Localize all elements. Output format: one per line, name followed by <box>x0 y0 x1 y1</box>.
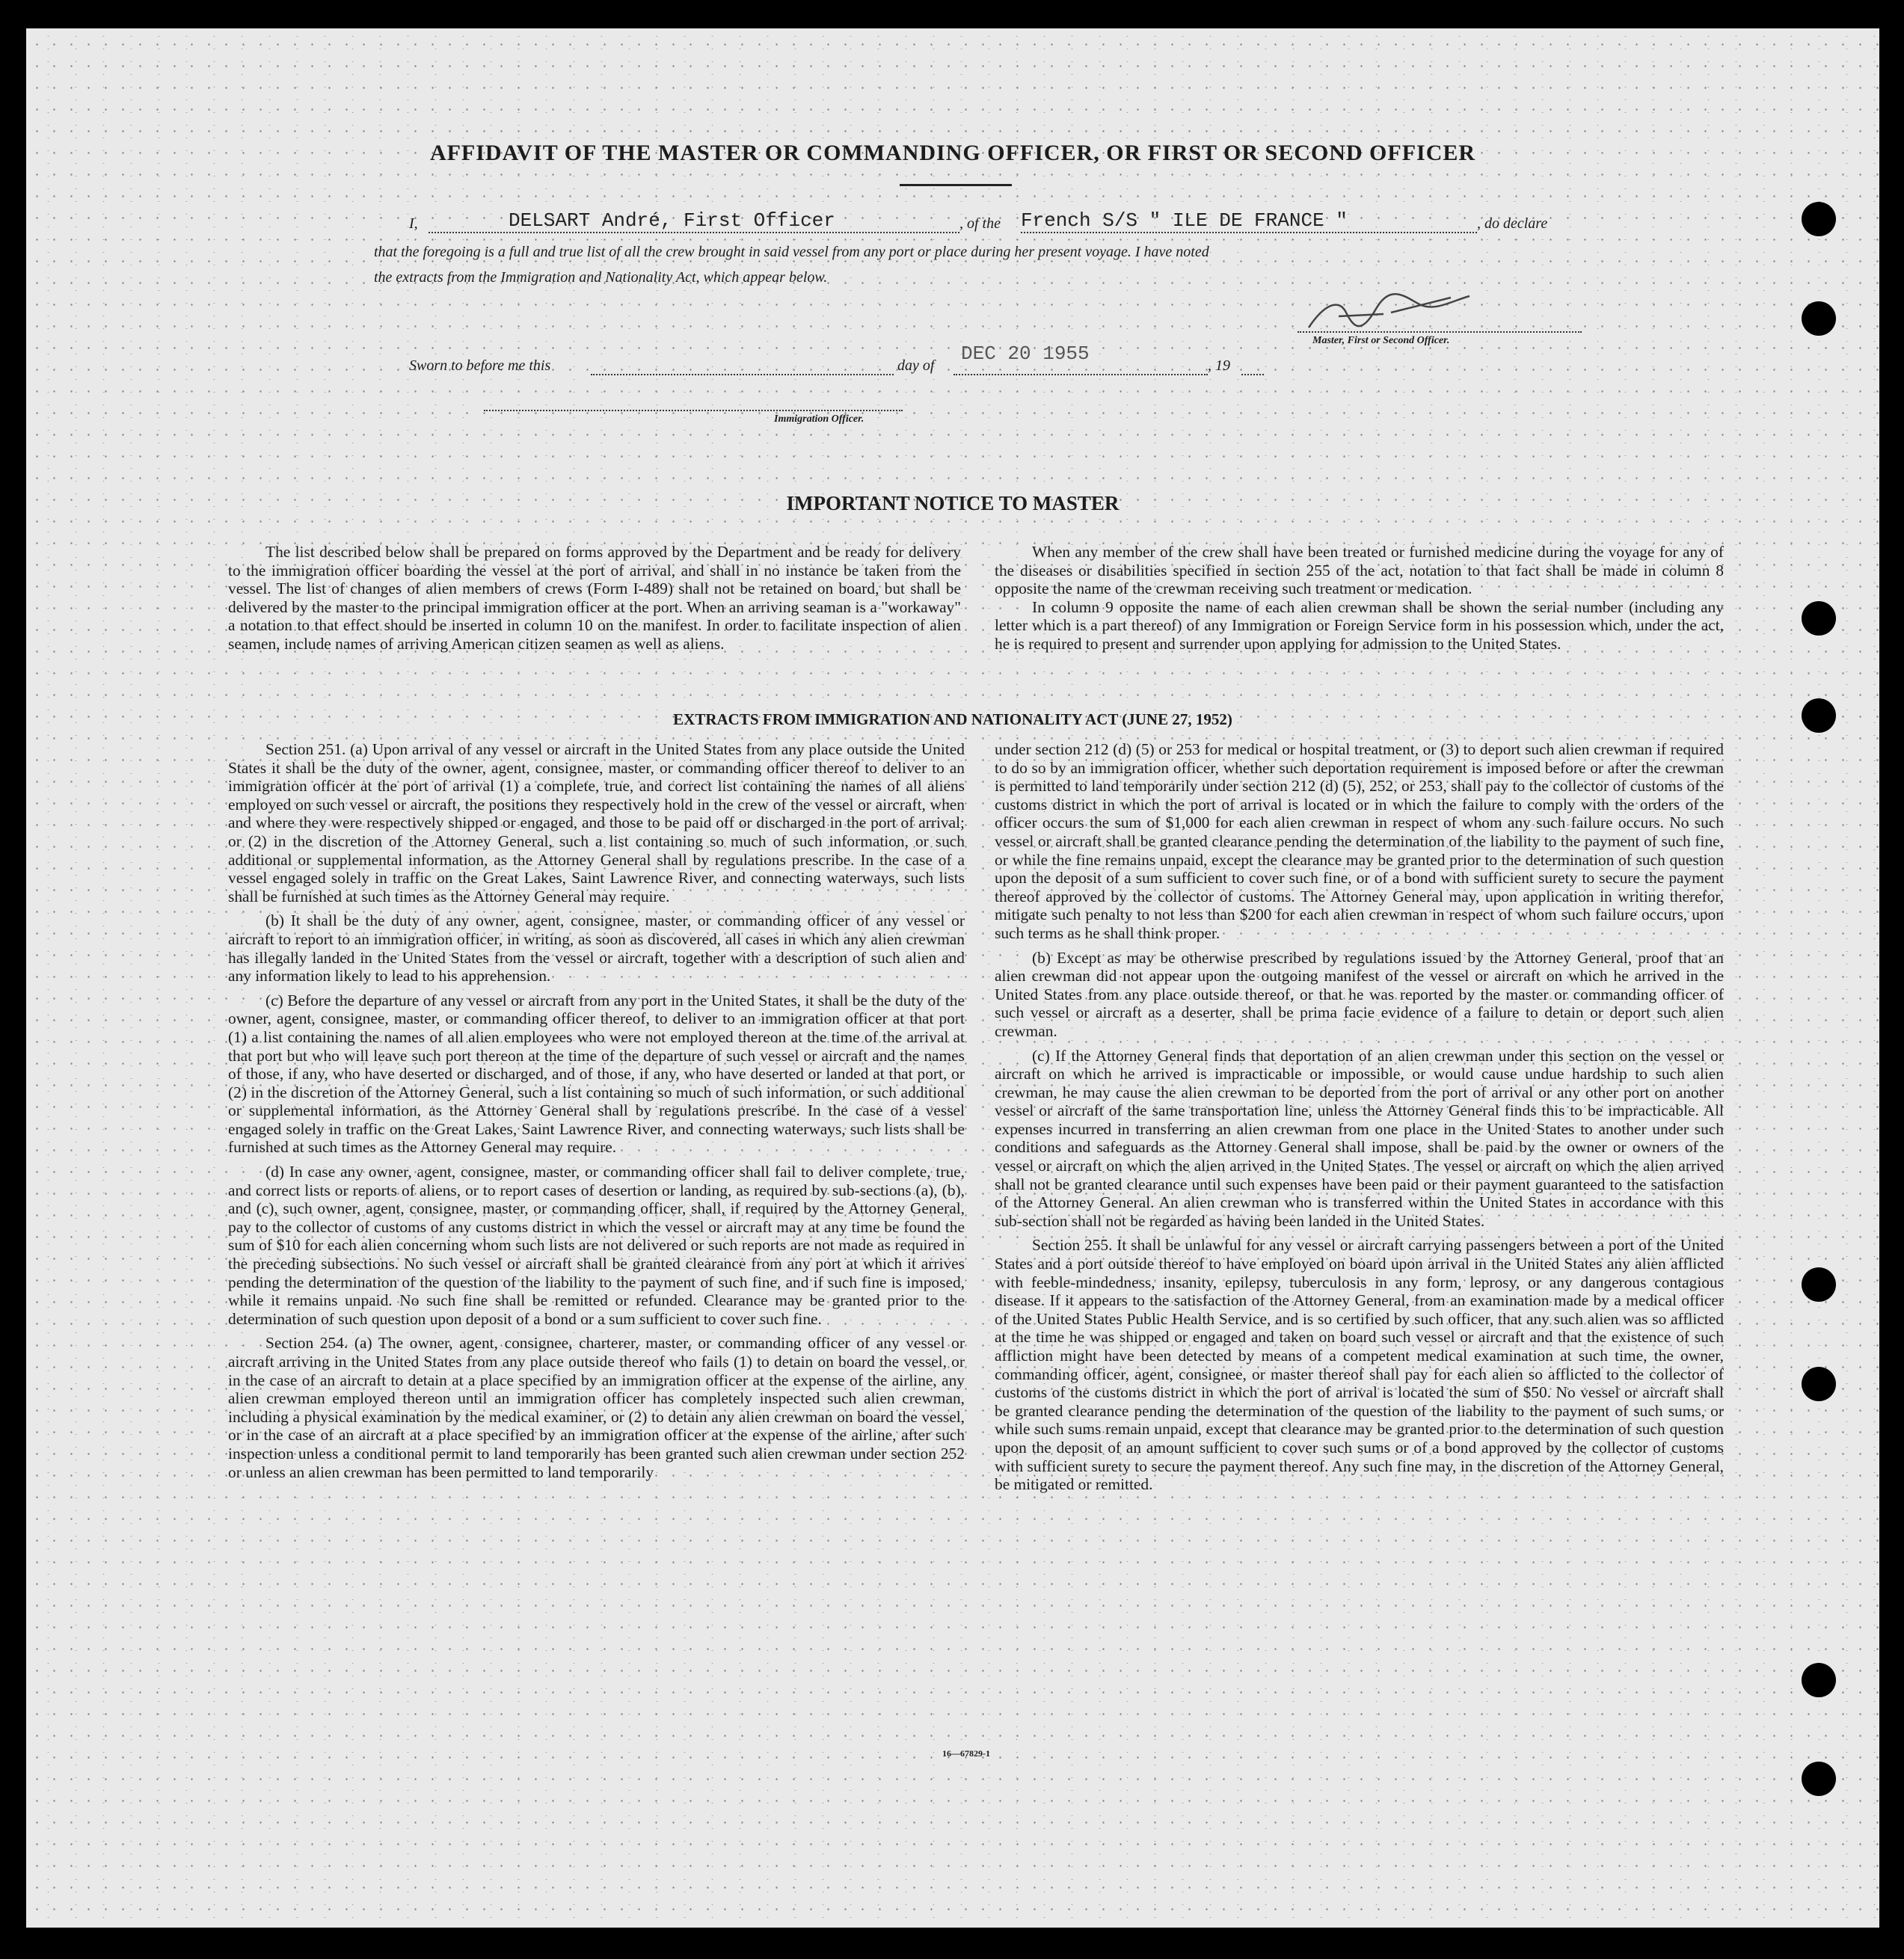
binder-hole <box>1802 1367 1836 1401</box>
vessel-blank <box>1021 232 1477 233</box>
vessel-typed: French S/S " ILE DE FRANCE " <box>1021 209 1348 232</box>
extracts-left-column <box>228 740 965 1487</box>
date-stamp: DEC 20 1955 <box>961 342 1090 365</box>
sworn-day-blank <box>591 374 894 375</box>
extracts-title: EXTRACTS FROM IMMIGRATION AND NATIONALITY ACT (JUNE 27, 1952) <box>673 710 1232 728</box>
section-251a: Section 251. (a) Upon arrival of any vessel or aircraft in the United States from any place outside the United States it shall be the duty of the owner, agent, consignee, master, or commanding officer thereof to deliver to an immigration officer at the port of arrival (1) a complete, true, and correct list containing the names of all aliens employed on such vessel or aircraft, the positions they respectively hold in the crew of the vessel or aircraft, when and where they were respectively shipped or engaged, and those to be paid off or discharged in the port of arrival; or (2) in the discretion of the Attorney General, such a list containing so much of such information, or such additional or supplemental information, as the Attorney General shall by regulations prescribe. In the case of a vessel engaged solely in traffic on the Great Lakes, Saint Lawrence River, and connecting waterways, such lists shall be furnished at such times as the Attorney General may require. <box>228 740 965 905</box>
notice-right-paragraph-2: In column 9 opposite the name of each alien crewman shall be shown the serial number (including any letter which is a part thereof) of any Immigration or Foreign Service form in his possession which, under the act, he is required to present and surrender upon applying for admission to the United States. <box>995 597 1724 653</box>
sworn-label: Sworn to before me this <box>409 357 551 374</box>
section-255: Section 255. It shall be unlawful for any vessel or aircraft carrying passengers between a port of the United States and a port outside thereof to have employed on board upon arrival in the United States any alien afflicted with feeble-mindedness, insanity, epilepsy, tuberculosis in any form, leprosy, or any dangerous contagious disease. If it appears to the satisfaction of the Attorney General, from an examination made by a medical officer of the United States Public Health Service, and is so certified by such officer, that any such alien was so afflicted at the time he was shipped or engaged and taken on board such vessel or aircraft and that the existence of such affliction might have been detected by means of a competent medical examination at such time, the owner, commanding officer, agent, consignee, or master thereof shall pay for each alien so afflicted to the collector of customs of the customs district in which the port of arrival is located the sum of $50. No vessel or aircraft shall be granted clearance pending the determination of the question of the liability to the payment of such sums, or while such sums remain unpaid, except that clearance may be granted prior to the determination of such question upon the deposit of an amount sufficient to cover such sums or of a bond approved by the collector of customs with sufficient surety to secure the payment thereof. Any such fine may, in the discretion of the Attorney General, be mitigated or remitted. <box>995 1236 1724 1494</box>
section-254a-continued: under section 212 (d) (5) or 253 for medical or hospital treatment, or (3) to deport such alien crewman if required to do so by an immigration officer, whether such deportation requirement is imposed before or after the crewman is permitted to land temporarily under section 212 (d) (5), 252, or 253, shall pay to the collector of customs of the customs district in which the port of arrival is located or in which the failure to comply with the orders of the officer occurs the sum of $1,000 for each alien crewman in respect of whom any such failure occurs. No such vessel or aircraft shall be granted clearance pending the determination of the liability to the payment of such fine, or while the fine remains unpaid, except the clearance may be granted prior to the determination of such question upon the deposit of a sum sufficient to cover such fine, or of a bond with sufficient surety to secure the payment thereof approved by the collector of customs. The Attorney General may, upon application in writing therefor, mitigate such penalty to not less than $200 for each alien crewman in respect of whom such failure occurs, upon such terms as he shall think proper. <box>995 740 1724 942</box>
notice-title: IMPORTANT NOTICE TO MASTER <box>786 492 1120 514</box>
notice-right-paragraph-1: When any member of the crew shall have been treated or furnished medicine during the voyage for any of the diseases or disabilities specified in section 255 of the act, notation to that fact shall be made in column 8 opposite the name of the crewman receiving such treatment or medication. <box>995 543 1724 598</box>
section-254c: (c) If the Attorney General finds that deportation of an alien crewman under this section on the vessel or aircraft on which he arrived is impracticable or impossible, or would cause undue hardship to such alien crewman, he may cause the alien crewman to be deported from the port of arrival or any other port on another vessel or aircraft of the same transportation line, unless the Attorney General finds this to be impracticable. All expenses incurred in transferring an alien crewman from one place in the United States to another under such conditions and safeguards as the Attorney General shall impose, shall be paid by the owner or owners of the vessel or aircraft on which the alien arrived in the United States. The vessel or aircraft on which the alien arrived shall not be granted clearance until such expenses have been paid or their payment guaranteed to the satisfaction of the Attorney General. An alien crewman who is transferred within the United States in accordance with this sub-section shall not be regarded as having been landed in the United States. <box>995 1046 1724 1230</box>
binder-hole <box>1802 1762 1836 1796</box>
signature-line <box>1298 331 1582 333</box>
notice-left-paragraph: The list described below shall be prepared on forms approved by the Department and be ready for delivery to the immigration officer boarding the vessel at the port of arrival, and shall in no instance be taken from the vessel. The list of changes of alien members of crews (Form I-489) shall not be retained on board, but shall be delivered by the master to the principal immigration officer at the port. When an arriving seaman is a "workaway" a notation to that effect should be inserted in column 10 on the manifest. In order to facilitate inspection of alien seamen, include names of arriving American citizen seamen as well as aliens. <box>228 543 961 653</box>
extracts-right-column <box>995 740 1724 1500</box>
year-blank <box>1241 374 1264 375</box>
declaration-line-2: that the foregoing is a full and true list of all the crew brought in said vessel from any port or place during her present voyage. I have noted <box>374 244 1209 260</box>
declaration-i: I, <box>409 215 418 232</box>
form-code: 16—67829-1 <box>942 1748 990 1759</box>
signer-caption: Master, First or Second Officer. <box>1312 335 1450 346</box>
notice-right-column <box>995 543 1724 659</box>
do-declare-label: , do declare <box>1477 215 1548 232</box>
month-blank <box>953 374 1208 375</box>
binder-hole <box>1802 1663 1836 1697</box>
section-254a: Section 254. (a) The owner, agent, consignee, charterer, master, or commanding officer of any vessel or aircraft arriving in the United States from any place outside thereof who fails (1) to detain on board the vessel, or in the case of an aircraft to detain at a place specified by an immigration officer at the expense of the airline, any alien crewman employed thereon until an immigration officer has completely inspected such alien crewman, including a physical examination by the medical examiner, or (2) to detain any alien crewman on board the vessel, or in the case of an aircraft at a place specified by an immigration officer at the expense of the airline, after such inspection unless a conditional permit to land temporarily has been granted such alien crewman under section 252 or unless an alien crewman has been permitted to land temporarily <box>228 1334 965 1481</box>
section-254b: (b) Except as may be otherwise prescribed by regulations issued by the Attorney General, proof that an alien crewman did not appear upon the outgoing manifest of the vessel or aircraft on which he arrived in the United States from any place outside thereof, or that he was reported by the master or commanding officer of such vessel or aircraft as a deserter, shall be prima facie evidence of a failure to detain or deport such alien crewman. <box>995 948 1724 1040</box>
notice-left-column <box>228 543 961 659</box>
document-page <box>26 28 1879 1928</box>
name-typed: DELSART André, First Officer <box>509 209 835 232</box>
officer-caption: Immigration Officer. <box>774 413 865 425</box>
year-prefix: , 19 <box>1208 357 1230 374</box>
binder-hole <box>1802 202 1836 236</box>
affidavit-title: AFFIDAVIT OF THE MASTER OR COMMANDING OFFICER, OR FIRST OR SECOND OFFICER <box>429 141 1476 165</box>
binder-hole <box>1802 301 1836 336</box>
binder-hole <box>1802 1267 1836 1302</box>
day-of-label: day of <box>897 357 935 374</box>
of-the-label: , of the <box>959 215 1001 232</box>
section-251d: (d) In case any owner, agent, consignee, master, or commanding officer shall fail to deliver complete, true, and correct lists or reports of aliens, or to report cases of desertion or landing, as required by sub-sections (a), (b), and (c), such owner, agent, consignee, master, or commanding officer, shall, if required by the Attorney General, pay to the collector of customs of any customs district in which the vessel or aircraft may at any time be found the sum of $10 for each alien concerning whom such lists are not delivered or such reports are not made as required in the preceding subsections. No such vessel or aircraft shall be granted clearance from any port at which it arrives pending the determination of the question of the liability to the payment of such fine, and if such fine is imposed, while it remains unpaid. No such fine shall be remitted or refunded. Clearance may be granted prior to the determination of such question upon deposit of a bond or a sum sufficient to cover such fine. <box>228 1163 965 1328</box>
section-251b: (b) It shall be the duty of any owner, agent, consignee, master, or commanding officer of any vessel or aircraft to report to an immigration officer, in writing, as soon as discovered, all cases in which any alien crewman has illegally landed in the United States from the vessel or aircraft, together with a description of such alien and any information likely to lead to his apprehension. <box>228 911 965 985</box>
officer-signature-line <box>484 410 903 411</box>
declaration-line-3: the extracts from the Immigration and Nationality Act, which appear below. <box>374 269 828 286</box>
section-251c: (c) Before the departure of any vessel or aircraft from any port in the United States, it shall be the duty of the owner, agent, consignee, master, or commanding officer thereof, to deliver to an immigration officer at that port (1) a list containing the names of all alien employees who were not employed thereon at the time of the arrival at that port but who will leave such port thereon at the time of the departure of such vessel or aircraft and the names of those, if any, who have deserted or discharged, and of those, if any, who have deserted or landed at that port, or (2) in the discretion of the Attorney General, such a list containing so much of such information, or such additional or supplemental information, as the Attorney General shall by regulations prescribe. In the case of a vessel engaged solely in traffic on the Great Lakes, Saint Lawrence River, and connecting waterways, such lists shall be furnished at such times as the Attorney General may require. <box>228 991 965 1157</box>
title-rule <box>900 184 1012 186</box>
binder-hole <box>1802 601 1836 636</box>
name-blank <box>429 232 959 233</box>
